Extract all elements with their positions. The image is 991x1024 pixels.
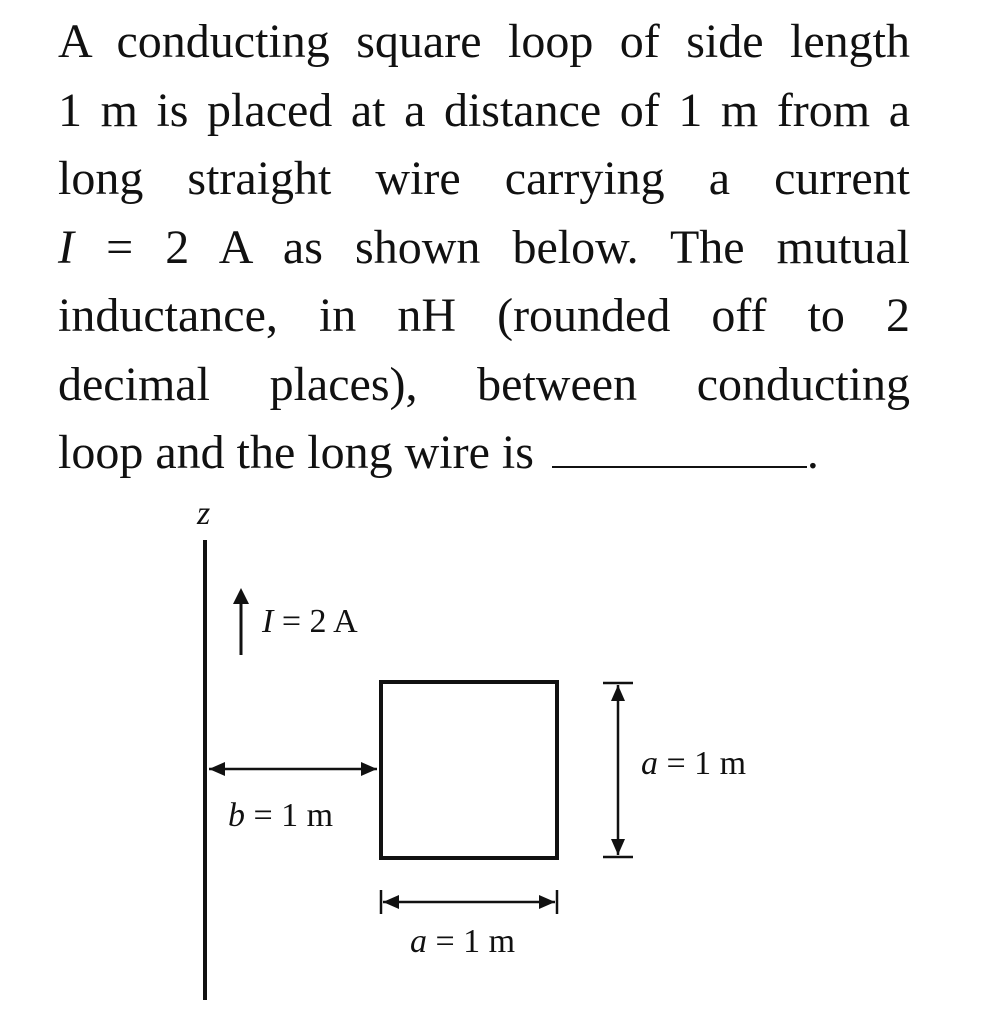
square-loop (381, 682, 557, 858)
dimension-bottom-label (410, 923, 515, 960)
question-line-4-rest: as shown below. The mutual (250, 220, 910, 274)
dimension-right-var: a (641, 745, 658, 782)
question-line-5: inductance, in nH (rounded off to 2 (58, 289, 910, 342)
question-line-7-end: . (806, 426, 819, 479)
question-line-2: 1 m is placed at a distance of 1 m from a (58, 83, 910, 137)
dimension-bottom-var: a (410, 923, 427, 960)
distance-b-label (228, 797, 333, 834)
axis-label-z: z (197, 495, 211, 532)
current-value: = 2 A (73, 220, 251, 274)
current-symbol: I (58, 220, 74, 274)
dimension-bottom-left-head (383, 895, 399, 909)
dimension-bottom-right-head (539, 895, 555, 909)
distance-b-eq: = 1 m (245, 797, 334, 834)
dimension-right-label (641, 745, 746, 782)
distance-b-arrow-right-head (361, 762, 377, 776)
distance-b-var: b (228, 797, 245, 834)
question-line-6: decimal places), between conducting (58, 357, 910, 411)
current-label-var: I (262, 603, 274, 640)
dimension-right-eq: = 1 m (658, 745, 747, 782)
distance-b-arrow-left-head (209, 762, 225, 776)
question-line-3: long straight wire carrying a current (58, 152, 910, 205)
dimension-right-bottom-head (611, 839, 625, 855)
dimension-right-top-head (611, 685, 625, 701)
current-arrow-head (233, 588, 249, 604)
dimension-bottom-eq: = 1 m (427, 923, 516, 960)
question-line-1: A conducting square loop of side length (58, 15, 910, 68)
question-line-7-text: loop and the long wire is (58, 426, 534, 479)
current-label-eq: = 2 A (273, 603, 358, 640)
current-label (261, 603, 358, 640)
